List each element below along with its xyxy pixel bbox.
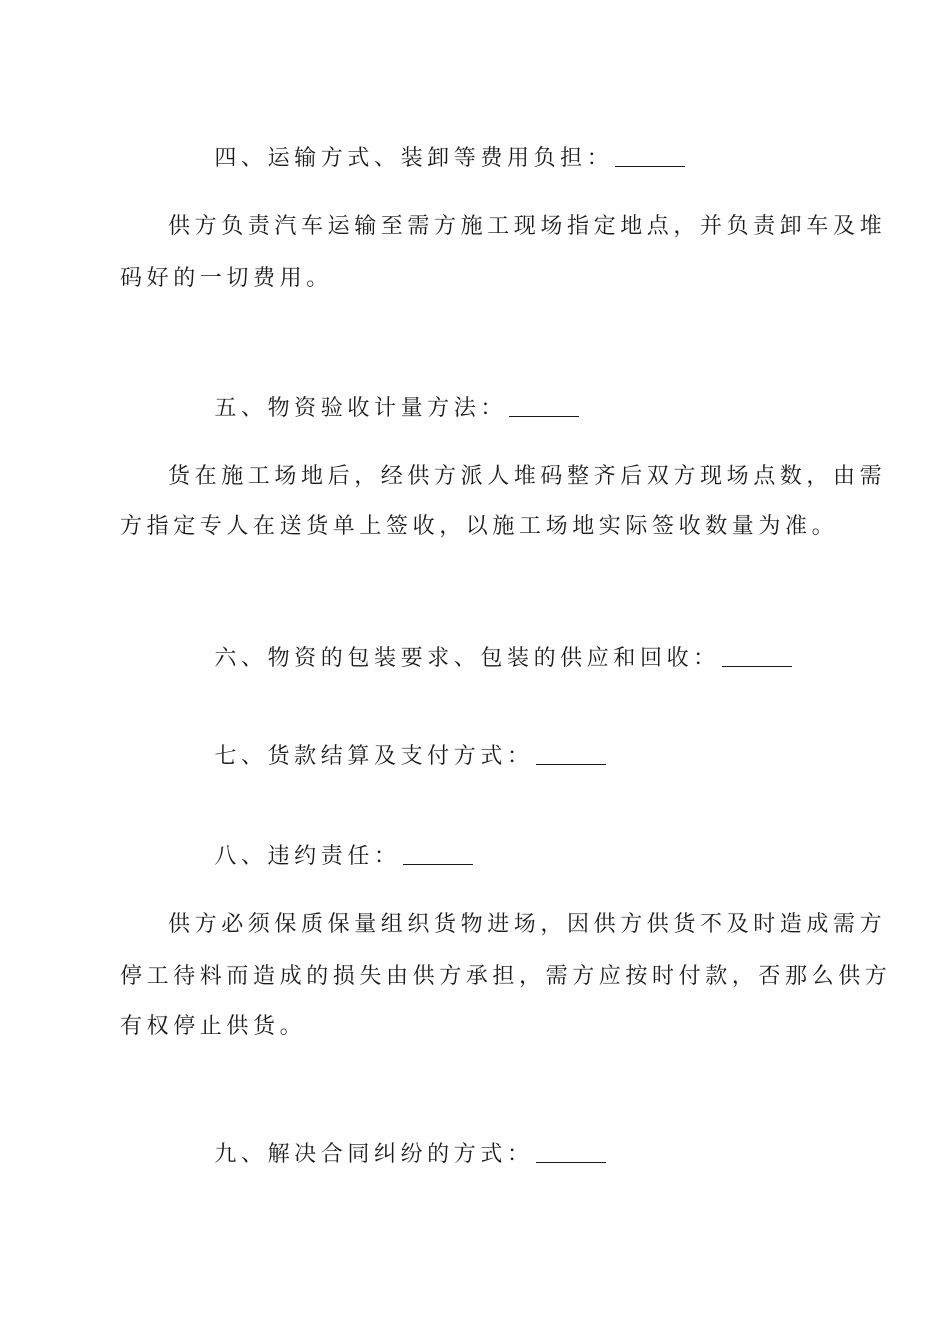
section-6-heading-text: 六、物资的包装要求、包装的供应和回收： bbox=[214, 646, 720, 671]
section-7-heading bbox=[168, 712, 606, 802]
section-4-body-line-1: 供方负责汽车运输至需方施工现场指定地点，并负责卸车及堆 bbox=[168, 214, 887, 239]
section-4-blank-field[interactable] bbox=[615, 144, 685, 167]
section-5-heading-text: 五、物资验收计量方法： bbox=[214, 396, 507, 421]
section-8-heading-text: 八、违约责任： bbox=[214, 844, 401, 869]
section-5-body-line-2: 方指定专人在送货单上签收，以施工场地实际签收数量为准。 bbox=[120, 514, 839, 539]
section-5-body-line-1: 货在施工场地后，经供方派人堆码整齐后双方现场点数，由需 bbox=[168, 464, 887, 489]
section-7-blank-field[interactable] bbox=[536, 742, 606, 765]
section-8-body-line-3: 有权停止供货。 bbox=[120, 1014, 307, 1039]
section-4-body-line-2: 码好的一切费用。 bbox=[120, 266, 333, 291]
section-6-heading bbox=[168, 614, 792, 704]
section-9-heading-text: 九、解决合同纠纷的方式： bbox=[214, 1142, 534, 1167]
section-4-heading-text: 四、运输方式、装卸等费用负担： bbox=[214, 146, 614, 171]
section-9-heading bbox=[168, 1110, 606, 1200]
section-4-heading bbox=[168, 114, 685, 204]
section-6-blank-field[interactable] bbox=[722, 644, 792, 667]
section-8-body-line-1: 供方必须保质保量组织货物进场，因供方供货不及时造成需方 bbox=[168, 912, 887, 937]
section-8-heading bbox=[168, 812, 473, 902]
section-5-blank-field[interactable] bbox=[509, 394, 579, 417]
section-5-heading bbox=[168, 364, 579, 454]
section-7-heading-text: 七、货款结算及支付方式： bbox=[214, 744, 534, 769]
section-8-blank-field[interactable] bbox=[403, 842, 473, 865]
section-9-blank-field[interactable] bbox=[536, 1140, 606, 1163]
section-8-body-line-2: 停工待料而造成的损失由供方承担，需方应按时付款，否那么供方 bbox=[120, 964, 892, 989]
